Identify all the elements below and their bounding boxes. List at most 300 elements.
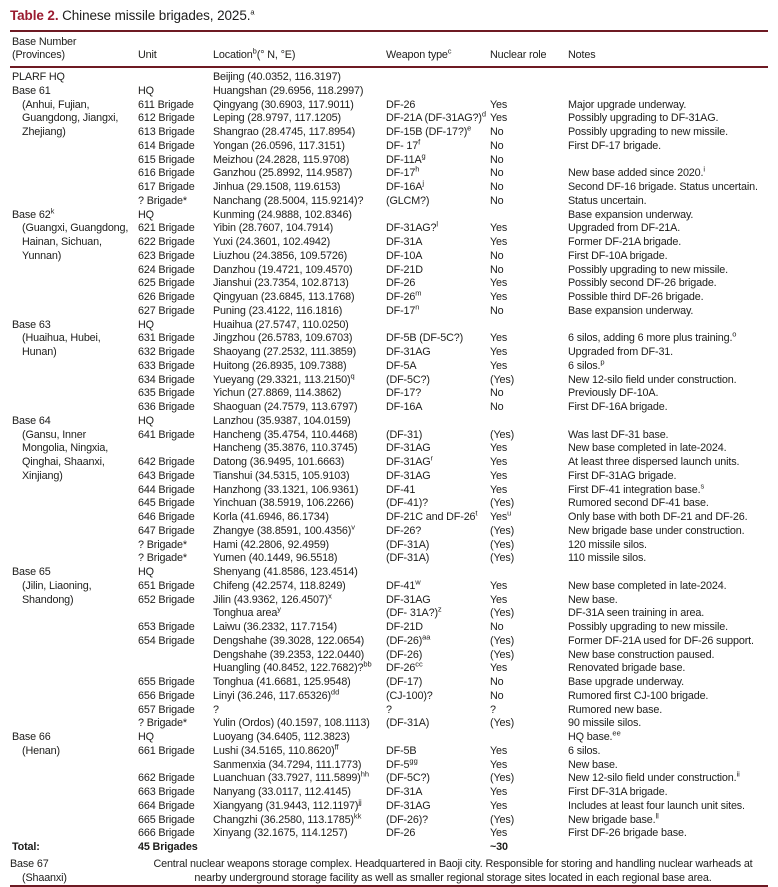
- nuclear-role-cell: Yes: [490, 744, 508, 757]
- location-cell: Ganzhou (25.8992, 114.9587): [213, 167, 353, 180]
- unit-cell: 616 Brigade: [138, 167, 195, 180]
- table-row: [10, 209, 768, 223]
- base-cell: Base 64: [12, 414, 51, 427]
- weapon-cell: $DF-31AG^r$: [386, 453, 434, 468]
- weapon-cell: (DF-26): [386, 648, 423, 661]
- unit-cell: 634 Brigade: [138, 373, 195, 386]
- nuclear-role-cell: No: [490, 401, 504, 413]
- base-cell: [10, 759, 138, 773]
- location-cell: Liuzhou (24.3856, 109.5726): [213, 249, 348, 262]
- base-cell: Guangdong, Jiangxi,: [22, 112, 119, 125]
- base-cell: [10, 539, 138, 553]
- location-cell: Hami (42.2806, 92.4959): [213, 538, 329, 551]
- base-cell: [10, 635, 138, 649]
- base-cell: [10, 676, 138, 690]
- base-cell: (Guangxi, Guangdong,: [22, 222, 129, 235]
- unit-cell: 665 Brigade: [138, 813, 195, 826]
- weapon-cell: DF-41$^w$: [386, 577, 421, 592]
- notes-cell: First DF-31A brigade.: [568, 786, 668, 798]
- base-cell: (Gansu, Inner: [22, 428, 87, 441]
- base-cell: [10, 401, 138, 415]
- nuclear-role-cell: No: [490, 689, 504, 702]
- column-header-unit: Unit: [138, 31, 213, 67]
- nuclear-role-cell: Yes: [490, 291, 508, 303]
- notes-cell: [568, 319, 768, 333]
- table-row: [10, 222, 768, 236]
- table-row: [10, 649, 768, 663]
- notes-cell: [568, 67, 768, 85]
- unit-cell: 611 Brigade: [138, 98, 194, 111]
- base-cell: [10, 497, 138, 511]
- table-row: [10, 415, 768, 429]
- table-row: [10, 607, 768, 621]
- unit-cell: 652 Brigade: [138, 593, 195, 606]
- column-header-nuclear-role: Nuclear role: [490, 31, 568, 67]
- weapon-cell: (DF-31A): [386, 717, 430, 730]
- base-cell: [10, 264, 138, 278]
- column-header-location: Location$^b$(° N, °E): [213, 31, 386, 67]
- weapon-cell: DF-17$^h$: [386, 164, 420, 180]
- table-row: [10, 635, 768, 649]
- nuclear-role-cell: Yes: [490, 346, 508, 358]
- nuclear-role-cell: [490, 85, 568, 99]
- nuclear-role-cell: No: [490, 304, 504, 317]
- notes-cell: 6 silos, adding 6 more plus training.$^o$: [568, 329, 737, 345]
- weapon-cell: (DF-26)?: [386, 813, 428, 826]
- notes-cell: Base expansion underway.: [568, 304, 694, 317]
- weapon-cell: (DF-5C?): [386, 772, 430, 785]
- location-cell: Hancheng (35.3876, 110.3745): [213, 442, 358, 455]
- table-row: [10, 264, 768, 278]
- nuclear-role-cell: Yes: [490, 456, 508, 468]
- nuclear-role-cell: (Yes): [490, 497, 515, 510]
- unit-cell: [138, 607, 213, 621]
- base-cell: Base 63: [12, 318, 51, 331]
- weapon-cell: DF-31AG: [386, 469, 431, 482]
- weapon-cell: DF-26?: [386, 524, 422, 537]
- location-cell: Yinchuan (38.5919, 106.2266): [213, 497, 354, 510]
- notes-cell: [568, 415, 768, 429]
- location-cell: Dengshahe (39.2353, 122.0440): [213, 648, 365, 661]
- location-cell: Shaoyang (27.2532, 111.3859): [213, 346, 357, 358]
- table-row: [10, 67, 768, 85]
- weapon-cell: DF-31AG: [386, 593, 431, 606]
- weapon-cell: DF-5B: [386, 744, 417, 757]
- location-cell: Yueyang (29.3321, 113.2150)$^q$: [213, 370, 355, 386]
- base-cell: [10, 814, 138, 828]
- table-row: [10, 401, 768, 415]
- table-row: [10, 291, 768, 305]
- base-cell: [10, 360, 138, 374]
- nuclear-role-cell: [490, 209, 568, 223]
- table-row: [10, 126, 768, 140]
- table-row: [10, 676, 768, 690]
- notes-cell: 6 silos.$^p$: [568, 357, 605, 372]
- weapon-cell: (CJ-100)?: [386, 689, 433, 702]
- location-cell: Xinyang (32.1675, 114.1257): [213, 827, 348, 840]
- table-row: [10, 250, 768, 264]
- location-cell: Huaihua (27.5747, 110.0250): [213, 318, 349, 331]
- location-cell: Luanchuan (33.7927, 111.5899)$^{hh}$: [213, 769, 370, 785]
- weapon-cell: DF-26: [386, 277, 416, 290]
- nuclear-role-cell: (Yes): [490, 813, 515, 826]
- weapon-cell: $DF-26^{cc}$: [386, 659, 423, 675]
- table-row: [10, 814, 768, 828]
- weapon-cell: DF-41: [386, 483, 416, 496]
- notes-cell: Renovated brigade base.: [568, 662, 686, 675]
- unit-cell: 647 Brigade: [138, 524, 195, 537]
- notes-cell: First DF-10A brigade.: [568, 249, 668, 262]
- unit-cell: 645 Brigade: [138, 497, 195, 510]
- notes-cell: Rumored second DF-41 base.: [568, 497, 709, 510]
- notes-cell: New base added since 2020.$^i$: [568, 164, 706, 180]
- nuclear-role-cell: No: [490, 387, 504, 400]
- base-cell: Yunnan): [22, 249, 62, 262]
- notes-cell: New 12-silo field under construction.$^{ii}$: [568, 769, 740, 785]
- unit-cell: [138, 759, 213, 773]
- weapon-cell: [386, 731, 490, 745]
- nuclear-role-cell: Yes: [490, 662, 508, 675]
- table-row: [10, 277, 768, 291]
- notes-cell: Previously DF-10A.: [568, 387, 659, 400]
- unit-cell: 655 Brigade: [138, 676, 195, 688]
- unit-cell: HQ: [138, 566, 154, 578]
- table-row: [10, 181, 768, 195]
- nuclear-role-cell: Yes: [490, 98, 508, 111]
- notes-cell: Possibly second DF-26 brigade.: [568, 277, 717, 290]
- table-row: [10, 580, 768, 594]
- unit-cell: 613 Brigade: [138, 126, 195, 138]
- location-cell: Tianshui (34.5315, 105.9103): [213, 469, 350, 482]
- notes-cell: [568, 154, 768, 168]
- nuclear-role-cell: (Yes): [490, 428, 515, 441]
- table-row: [10, 704, 768, 718]
- notes-cell: Rumored first CJ-100 brigade.: [568, 689, 709, 702]
- base-cell: (Huaihua, Hubei,: [22, 332, 101, 345]
- nuclear-role-cell: Yes: [490, 593, 508, 606]
- location-cell: Yulin (Ordos) (40.1597, 108.1113): [213, 717, 370, 730]
- nuclear-role-cell: No: [490, 621, 504, 633]
- base-cell: [10, 772, 138, 786]
- unit-cell: 636 Brigade: [138, 401, 195, 413]
- location-cell: Qingyang (30.6903, 117.9011): [213, 98, 354, 111]
- storage-note-cell: Central nuclear weapons storage complex. Headquartered in Baoji city. Responsible for storing and handling nuclear warheads at nearby underground storage facility as well as smaller regional storage sites located in each regional base area.: [153, 857, 753, 884]
- table-row: [10, 305, 768, 319]
- base-cell: [10, 387, 138, 401]
- location-cell: Luoyang (34.6405, 112.3823): [213, 731, 350, 743]
- location-cell: Laiwu (36.2332, 117.7154): [213, 621, 337, 633]
- table-title-text: Chinese missile brigades, 2025.$^a$: [62, 7, 255, 23]
- notes-cell: Rumored new base.: [568, 703, 663, 716]
- table-row: [10, 484, 768, 498]
- storage-province-label: (Shaanxi): [22, 871, 67, 884]
- location-cell: Shaoguan (24.7579, 113.6797): [213, 401, 358, 413]
- unit-cell: 643 Brigade: [138, 469, 195, 482]
- weapon-cell: DF-21D: [386, 621, 423, 633]
- unit-cell: 632 Brigade: [138, 346, 195, 358]
- notes-cell: First DF-31AG brigade.: [568, 469, 677, 482]
- table-row: [10, 429, 768, 443]
- table-body: [10, 67, 768, 855]
- table-title: [10, 7, 768, 24]
- unit-cell: [138, 649, 213, 663]
- weapon-cell: (DF-31A): [386, 538, 430, 551]
- table-row: [10, 236, 768, 250]
- weapon-cell: DF-31AG: [386, 346, 431, 358]
- notes-cell: Base expansion underway.: [568, 208, 694, 221]
- base-cell: (Anhui, Fujian,: [22, 98, 90, 111]
- nuclear-role-cell: [490, 566, 568, 580]
- notes-cell: Second DF-16 brigade. Status uncertain.: [568, 181, 758, 193]
- storage-base-label: Base 67: [10, 857, 49, 870]
- nuclear-role-cell: Yes: [490, 786, 508, 798]
- unit-cell: 615 Brigade: [138, 153, 195, 166]
- unit-cell: 661 Brigade: [138, 744, 195, 757]
- weapon-cell: DF-31AG?$^l$: [386, 219, 439, 235]
- location-cell: Nanyang (33.0117, 112.4145): [213, 786, 351, 798]
- notes-cell: Possibly upgrading to new missile.: [568, 263, 728, 276]
- unit-cell: 617 Brigade: [138, 181, 195, 193]
- base-cell: [10, 195, 138, 209]
- location-cell: Danzhou (19.4721, 109.4570): [213, 263, 353, 276]
- nuclear-role-cell: Yes: [490, 827, 508, 840]
- location-cell: Lushi (34.5165, 110.8620)$^{ff}$: [213, 742, 339, 757]
- base-cell: [10, 305, 138, 319]
- notes-cell: New base construction paused.: [568, 648, 715, 661]
- notes-cell: [568, 85, 768, 99]
- base-cell: [10, 154, 138, 168]
- unit-cell: 623 Brigade: [138, 249, 195, 262]
- unit-cell: 662 Brigade: [138, 772, 195, 785]
- base-cell: Base 65: [12, 566, 51, 578]
- table-row: [10, 360, 768, 374]
- location-cell: Xiangyang (31.9443, 112.1197)$^{jj}$: [213, 797, 362, 812]
- notes-cell: Only base with both DF-21 and DF-26.: [568, 511, 748, 523]
- weapon-cell: [386, 319, 490, 333]
- unit-cell: 664 Brigade: [138, 799, 195, 812]
- unit-cell: 646 Brigade: [138, 511, 195, 523]
- nuclear-role-cell: [490, 731, 568, 745]
- table-row: [10, 525, 768, 539]
- table-row: [10, 759, 768, 773]
- base-cell: Base 66: [12, 731, 51, 743]
- location-cell: Zhangye (38.8591, 100.4356)$^v$: [213, 522, 355, 537]
- unit-cell: ? Brigade*: [138, 717, 187, 730]
- location-cell: Huitong (26.8935, 109.7388): [213, 359, 347, 372]
- weapon-cell: $DF-11A^g$: [386, 150, 426, 166]
- table-row: [10, 841, 768, 855]
- location-cell: Dengshahe (39.3028, 122.0654): [213, 634, 365, 647]
- weapon-cell: DF-15B (DF-17?)$^e$: [386, 123, 472, 138]
- table-row: [10, 594, 768, 608]
- table-row: [10, 786, 768, 800]
- base-cell: [10, 827, 138, 841]
- base-cell: [10, 552, 138, 566]
- nuclear-role-cell: ~30: [490, 841, 508, 853]
- notes-cell: Upgraded from DF-31.: [568, 346, 674, 358]
- base-cell: (Henan): [22, 744, 60, 757]
- notes-cell: Base upgrade underway.: [568, 676, 684, 688]
- weapon-cell: (DF-5C?): [386, 373, 430, 386]
- weapon-cell: (DF-31A): [386, 552, 430, 565]
- unit-cell: 622 Brigade: [138, 236, 195, 248]
- table-row: [10, 717, 768, 731]
- location-cell: Shangrao (28.4745, 117.8954): [213, 126, 356, 138]
- unit-cell: 666 Brigade: [138, 827, 195, 840]
- location-cell: Kunming (24.9888, 102.8346): [213, 208, 352, 221]
- location-cell: Datong (36.9495, 101.6663): [213, 456, 345, 468]
- notes-cell: [568, 566, 768, 580]
- weapon-cell: DF-21A (DF-31AG?)$^d$: [386, 109, 487, 125]
- nuclear-role-cell: Yes: [490, 483, 508, 496]
- weapon-cell: DF-26$^m$: [386, 288, 422, 303]
- notes-cell: Former DF-21A brigade.: [568, 236, 682, 248]
- table-row: [10, 319, 768, 333]
- unit-cell: HQ: [138, 731, 154, 743]
- base-cell: [10, 800, 138, 814]
- base-cell: Base 61: [12, 84, 51, 97]
- missile-brigades-table: [10, 30, 768, 887]
- notes-cell: HQ base.$^{ee}$: [568, 728, 621, 743]
- weapon-cell: DF-5B (DF-5C?): [386, 332, 464, 345]
- unit-cell: 642 Brigade: [138, 456, 195, 468]
- location-cell: Jianshui (23.7354, 102.8713): [213, 277, 349, 290]
- nuclear-role-cell: [490, 415, 568, 429]
- column-header-notes: Notes: [568, 31, 768, 67]
- base-cell: Hunan): [22, 346, 57, 358]
- base-cell: [10, 374, 138, 388]
- nuclear-role-cell: Yes: [490, 469, 508, 482]
- unit-cell: HQ: [138, 84, 154, 97]
- table-row: [10, 346, 768, 360]
- table-row: [10, 99, 768, 113]
- weapon-cell: DF-26: [386, 827, 416, 840]
- unit-cell: ? Brigade*: [138, 194, 187, 207]
- weapon-cell: DF-31AG: [386, 442, 431, 455]
- location-cell: [213, 841, 386, 855]
- weapon-cell: [386, 566, 490, 580]
- location-cell: Yibin (28.7607, 104.7914): [213, 222, 334, 235]
- unit-cell: 644 Brigade: [138, 483, 195, 496]
- notes-cell: Was last DF-31 base.: [568, 428, 669, 441]
- table-row: [10, 731, 768, 745]
- nuclear-role-cell: Yes: [490, 112, 508, 125]
- location-cell: Changzhi (36.2580, 113.1785)$^{kk}$: [213, 810, 362, 826]
- weapon-cell: DF-17?: [386, 387, 422, 400]
- weapon-cell: [386, 85, 490, 99]
- location-cell: Puning (23.4122, 116.1816): [213, 304, 343, 317]
- base-cell: Base 62$^k$: [12, 205, 55, 221]
- table-row: [10, 85, 768, 99]
- weapon-cell: $DF-16A^j$: [386, 178, 424, 193]
- notes-cell: Possible third DF-26 brigade.: [568, 291, 704, 303]
- column-header-base-number-line1: Base Number: [12, 36, 77, 48]
- weapon-cell: DF-10A: [386, 249, 423, 262]
- weapon-cell: (DF-17): [386, 676, 423, 688]
- table-row: [10, 195, 768, 209]
- nuclear-role-cell: No: [490, 126, 504, 138]
- table-row: [10, 332, 768, 346]
- column-header-base-number-line2: (Provinces): [12, 49, 65, 61]
- table-row: [10, 470, 768, 484]
- table-row: [10, 374, 768, 388]
- unit-cell: 633 Brigade: [138, 359, 195, 372]
- nuclear-role-cell: No: [490, 676, 504, 688]
- table-row: [10, 566, 768, 580]
- base-cell: [10, 621, 138, 635]
- unit-cell: HQ: [138, 208, 154, 221]
- notes-cell: Includes at least four launch unit sites.: [568, 799, 745, 812]
- weapon-cell: (DF- 31A?)$^z$: [386, 604, 442, 620]
- location-cell: Huangling (40.8452, 122.7682)?$^{bb}$: [213, 659, 372, 675]
- weapon-cell: DF-21D: [386, 263, 423, 276]
- location-cell: Chifeng (42.2574, 118.8249): [213, 579, 346, 592]
- base-cell: Xinjiang): [22, 469, 63, 482]
- location-cell: Lanzhou (35.9387, 104.0159): [213, 414, 351, 427]
- location-cell: Yongan (26.0596, 117.3151): [213, 139, 345, 152]
- table-row: [10, 827, 768, 841]
- unit-cell: ? Brigade*: [138, 552, 187, 565]
- location-cell: Jingzhou (26.5783, 109.6703): [213, 332, 353, 345]
- nuclear-role-cell: No: [490, 263, 504, 276]
- table-row: [10, 690, 768, 704]
- base-cell: Qinghai, Shaanxi,: [22, 456, 105, 468]
- notes-cell: At least three dispersed launch units.: [568, 456, 740, 468]
- base-cell: Zhejiang): [22, 126, 66, 138]
- base-cell: [10, 291, 138, 305]
- unit-cell: 641 Brigade: [138, 428, 195, 441]
- weapon-cell: [386, 415, 490, 429]
- nuclear-role-cell: (Yes): [490, 607, 515, 620]
- base-cell: [10, 167, 138, 181]
- weapon-cell: (GLCM?): [386, 194, 430, 207]
- unit-cell: 663 Brigade: [138, 786, 195, 798]
- location-cell: Tonghua (41.6681, 125.9548): [213, 676, 351, 688]
- weapon-cell: [386, 67, 490, 85]
- storage-base-cell: [10, 855, 138, 887]
- column-header-weapon-type: Weapon type$^c$: [386, 31, 490, 67]
- base-cell: [10, 704, 138, 718]
- nuclear-role-cell: No: [490, 153, 504, 166]
- base-cell: [10, 277, 138, 291]
- storage-section: [10, 855, 768, 887]
- table-row: [10, 167, 768, 181]
- notes-cell: New base completed in late-2024.: [568, 442, 727, 455]
- notes-cell: Possibly upgrading to DF-31AG.: [568, 112, 719, 125]
- unit-cell: ? Brigade*: [138, 538, 187, 551]
- unit-cell: HQ: [138, 414, 154, 427]
- unit-cell: 624 Brigade: [138, 263, 195, 276]
- nuclear-role-cell: Yes: [490, 442, 508, 455]
- table-row: [10, 772, 768, 786]
- notes-cell: New 12-silo field under construction.: [568, 373, 737, 386]
- notes-cell: New base completed in late-2024.: [568, 579, 727, 592]
- location-cell: Korla (41.6946, 86.1734): [213, 511, 329, 523]
- nuclear-role-cell: No: [490, 249, 504, 262]
- weapon-cell: DF-31AG: [386, 799, 431, 812]
- table-row: [10, 552, 768, 566]
- unit-cell: [138, 662, 213, 676]
- notes-cell: 90 missile silos.: [568, 717, 642, 730]
- base-cell: [10, 717, 138, 731]
- location-cell: Nanchang (28.5004, 115.9214)?: [213, 194, 364, 207]
- weapon-cell: DF- 17$^f$: [386, 137, 421, 152]
- notes-cell: First DF-26 brigade base.: [568, 827, 687, 840]
- location-cell: Hancheng (35.4754, 110.4468): [213, 428, 358, 441]
- nuclear-role-cell: Yes: [490, 799, 508, 812]
- notes-cell: 6 silos.: [568, 744, 601, 757]
- notes-cell: [568, 841, 768, 855]
